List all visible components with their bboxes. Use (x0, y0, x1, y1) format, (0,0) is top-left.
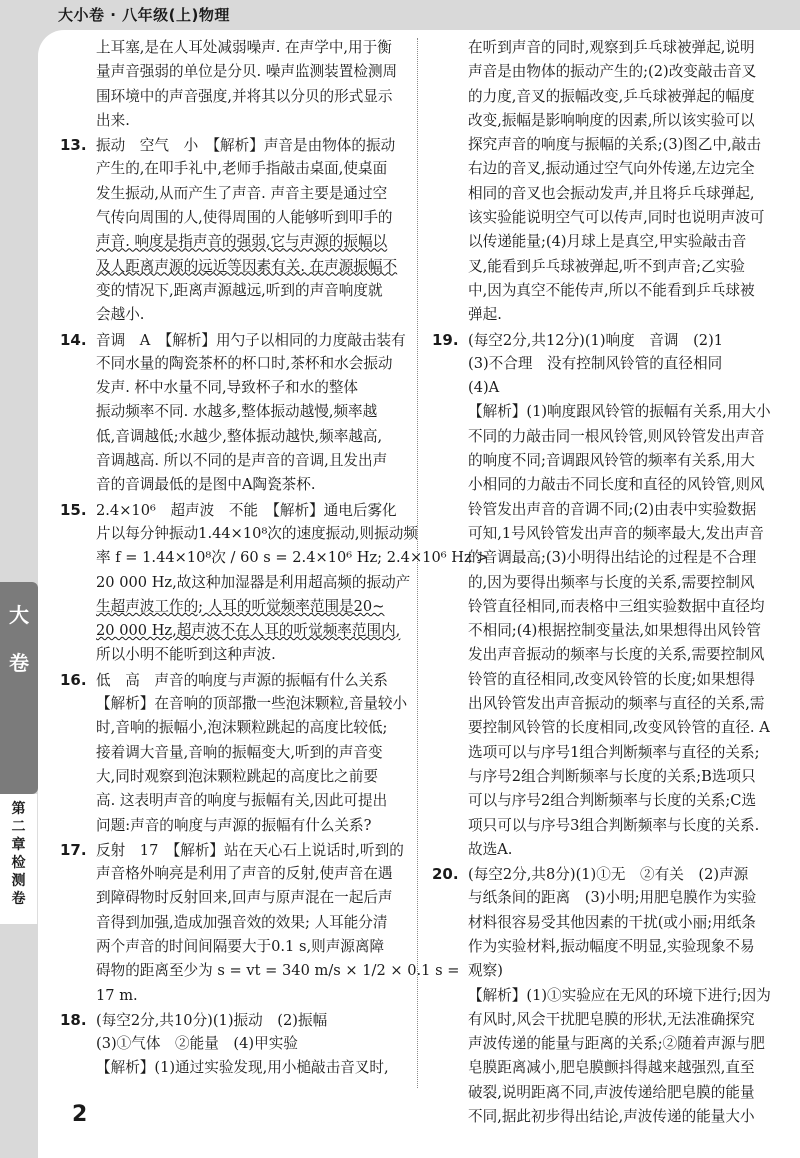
left-text-line (60, 85, 396, 109)
line-text: 铃管的直径相同,改变风铃管的长度;如果想得 (468, 670, 755, 688)
right-text-line (432, 716, 768, 740)
right-text-line (432, 668, 768, 692)
line-text: 声音格外响亮是利用了声音的反射,使声音在遇 (96, 865, 393, 883)
right-text-line (432, 741, 768, 765)
left-text-line (60, 692, 408, 716)
line-text: 的音调最高;(3)小明得出结论的过程是不合理 (468, 549, 757, 567)
line-text: 低 高 声音的响度与声源的振幅有什么关系 (96, 671, 388, 689)
question-number: 18. (60, 1010, 87, 1029)
line-text: 要控制风铃管的长度相同,改变风铃管的直径. A (468, 719, 770, 737)
line-text: 音调越高. 所以不同的是声音的音调,且发出声 (96, 452, 388, 470)
left-text-line (60, 328, 406, 352)
line-text: 【解析】在音响的顶部撒一些泡沫颗粒,音量较小 (96, 695, 408, 713)
right-text-line (432, 911, 768, 935)
line-text: 故选A. (468, 840, 513, 858)
line-text: 音得到加强,造成加强音效的效果; 人耳能分清 (96, 913, 388, 931)
line-text: 振动频率不同. 水越多,整体振动越慢,频率越 (96, 403, 378, 421)
line-text: (4)A (468, 379, 500, 397)
line-text: 时,音响的振幅小,泡沫颗粒跳起的高度比较低; (96, 719, 388, 737)
line-text: 可以与序号2组合判断频率与长度的关系;C选 (468, 792, 757, 810)
line-text: 小相同的力敲击不同长度和直径的风铃管,则风 (468, 476, 765, 494)
line-text: 率 f = 1.44×10⁸次 / 60 s = 2.4×10⁶ Hz; 2.4×10⁶ Hz > (96, 549, 489, 567)
chapter-char: 二 (11, 819, 26, 835)
line-text: 20 000 Hz,超声波不在人耳的听觉频率范围内, (96, 622, 401, 640)
line-text: 作为实验材料,振动幅度不明显,实验现象不易 (468, 937, 755, 955)
line-text: 发生振动,从而产生了声音. 声音主要是通过空 (96, 184, 388, 202)
left-text-line (60, 498, 396, 522)
left-text-line (60, 255, 396, 279)
line-text: 气传向周围的人,使得周围的人能够听到叩手的 (96, 209, 393, 227)
line-text: 问题:声音的响度与声源的振幅有什么关系? (96, 816, 372, 834)
line-text: 探究声音的响度与振幅的关系;(3)图乙中,敲击 (468, 136, 761, 154)
left-text-line (60, 886, 396, 910)
line-text: 铃管发出声音的音调不同;(2)由表中实验数据 (468, 500, 757, 518)
left-text-line (60, 1008, 396, 1032)
running-header: 大小卷 · 八年级(上)物理 (58, 6, 230, 24)
right-text-line (432, 36, 768, 60)
line-text: 皂膜距离减小,肥皂膜颤抖得越来越强烈,直至 (468, 1059, 755, 1077)
left-text-line (60, 911, 396, 935)
left-text-line (60, 935, 396, 959)
left-text-line (60, 765, 396, 789)
line-text: 音调 A 【解析】用勺子以相同的力度敲击装有 (96, 331, 406, 349)
right-text-line (432, 328, 768, 352)
left-text-line (60, 60, 396, 84)
left-text-line (60, 522, 418, 546)
line-text: 生超声波工作的; 人耳的听觉频率范围是20~ (96, 597, 385, 615)
right-text-line (432, 522, 768, 546)
question-number: 17. (60, 840, 87, 859)
line-text: 右边的音叉,振动通过空气向外传递,左边完全 (468, 160, 755, 178)
line-text: 振动 空气 小 【解析】声音是由物体的振动 (96, 137, 396, 155)
line-text: 铃管直径相同,而表格中三组实验数据中直径均 (468, 597, 765, 615)
line-text: 声音. 响度是指声音的强弱,它与声源的振幅以 (96, 233, 388, 251)
line-text: 与纸条间的距离 (3)小明;用肥皂膜作为实验 (468, 889, 757, 907)
left-text-line (60, 157, 396, 181)
question-number: 16. (60, 670, 87, 689)
line-text: 两个声音的时间间隔要大于0.1 s,则声源离障 (96, 937, 385, 955)
line-text: 所以小明不能听到这种声波. (96, 646, 276, 664)
side-tab-big (0, 582, 38, 794)
left-text-line (60, 303, 396, 327)
line-text: 不同水量的陶瓷茶杯的杯口时,茶杯和水会振动 (96, 354, 393, 372)
line-text: 可知,1号风铃管发出声音的频率最大,发出声音 (468, 524, 764, 542)
chapter-char: 章 (11, 837, 26, 853)
line-text: 片以每分钟振动1.44×10⁸次的速度振动,则振动频 (96, 524, 418, 542)
left-text-line (60, 133, 396, 157)
right-text-line (432, 643, 768, 667)
left-text-line (60, 741, 396, 765)
page-number: 2 (72, 1102, 88, 1127)
line-text: (3)①气体 ②能量 (4)甲实验 (96, 1035, 298, 1053)
right-text-line (432, 279, 768, 303)
line-text: 改变,振幅是影响响度的因素,所以该实验可以 (468, 111, 755, 129)
line-text: 音的音调最低的是图中A陶瓷茶杯. (96, 476, 316, 494)
left-text-line (60, 862, 396, 886)
line-text: 的力度,音叉的振幅改变,乒乓球被弹起的幅度 (468, 87, 755, 105)
line-text: 选项可以与序号1组合判断频率与直径的关系; (468, 743, 760, 761)
line-text: 声波传递的能量与距离的关系;②随着声源与肥 (468, 1035, 765, 1053)
line-text: (每空2分,共12分)(1)响度 音调 (2)1 (468, 331, 724, 349)
line-text: 发声. 杯中水量不同,导致杯子和水的整体 (96, 379, 359, 397)
side-tab-char: 卷 (9, 651, 29, 675)
right-text-line (432, 376, 768, 400)
chapter-char: 测 (11, 873, 26, 889)
line-text: 高. 这表明声音的响度与振幅有关,因此可提出 (96, 792, 388, 810)
left-text-line (60, 838, 404, 862)
right-text-line (432, 814, 768, 838)
right-text-line (432, 182, 768, 206)
line-text: 声音是由物体的振动产生的;(2)改变敲击音叉 (468, 63, 757, 81)
right-text-line (432, 352, 768, 376)
left-text-line (60, 814, 396, 838)
right-text-line (432, 984, 771, 1008)
line-text: 围环境中的声音强度,并将其以分贝的形式显示 (96, 87, 393, 105)
line-text: 接着调大音量,音响的振幅变大,听到的声音变 (96, 743, 383, 761)
line-text: (每空2分,共10分)(1)振动 (2)振幅 (96, 1011, 328, 1029)
line-text: 量声音强弱的单位是分贝. 噪声监测装置检测周 (96, 63, 398, 81)
line-text: 碍物的距离至少为 s = vt = 340 m/s × 1/2 × 0.1 s = (96, 962, 460, 980)
chapter-char: 第 (11, 801, 26, 817)
line-text: 不同,据此初步得出结论,声波传递的能量大小 (468, 1108, 755, 1126)
line-text: 发出声音振动的频率与长度的关系,需要控制风 (468, 646, 765, 664)
left-text-line (60, 449, 396, 473)
line-text: 项只可以与序号3组合判断频率与长度的关系. (468, 816, 760, 834)
question-number: 14. (60, 330, 87, 349)
question-number: 19. (432, 330, 459, 349)
left-text-line (60, 206, 396, 230)
right-text-line (432, 1032, 768, 1056)
left-text-line (60, 595, 396, 619)
left-text-line (60, 716, 396, 740)
left-text-line (60, 376, 396, 400)
question-number: 13. (60, 136, 87, 155)
line-text: 【解析】(1)响度跟风铃管的振幅有关系,用大小 (468, 403, 771, 421)
line-text: 与序号2组合判断频率与长度的关系;B选项只 (468, 767, 756, 785)
left-text-line (60, 984, 396, 1008)
line-text: 弹起. (468, 306, 502, 324)
right-text-line (432, 886, 768, 910)
line-text: 的,因为要得出频率与长度的关系,需要控制风 (468, 573, 755, 591)
right-text-line (432, 133, 768, 157)
right-text-line (432, 85, 768, 109)
right-text-line (432, 498, 768, 522)
line-text: 20 000 Hz,故这种加湿器是利用超高频的振动产 (96, 573, 411, 591)
line-text: (3)不合理 没有控制风铃管的直径相同 (468, 354, 723, 372)
left-text-line (60, 352, 396, 376)
left-text-line (60, 400, 396, 424)
left-text-line (60, 643, 396, 667)
right-text-line (432, 1008, 768, 1032)
left-text-line (60, 789, 396, 813)
left-text-line (60, 959, 460, 983)
right-text-line (432, 765, 768, 789)
line-text: 及人距离声源的远近等因素有关. 在声源振幅不 (96, 257, 398, 275)
right-text-line (432, 619, 768, 643)
right-text-line (432, 1081, 768, 1105)
line-text: 会越小. (96, 306, 145, 324)
line-text: 不相同;(4)根据控制变量法,如果想得出风铃管 (468, 622, 761, 640)
line-text: 不同的力敲击同一根风铃管,则风铃管发出声音 (468, 427, 765, 445)
left-text-line (60, 1032, 396, 1056)
line-text: 到障碍物时反射回来,回声与原声混在一起后声 (96, 889, 393, 907)
right-text-line (432, 959, 768, 983)
left-text-line (60, 36, 396, 60)
line-text: 低,音调越低;水越少,整体振动越快,频率越高, (96, 427, 383, 445)
left-text-line (60, 571, 411, 595)
line-text: 有风时,风会干扰肥皂膜的形状,无法准确探究 (468, 1010, 755, 1028)
line-text: 相同的音叉也会振动发声,并且将乒乓球弹起, (468, 184, 755, 202)
right-text-line (432, 595, 768, 619)
right-text-line (432, 1105, 768, 1129)
line-text: 出来. (96, 111, 130, 129)
right-text-line (432, 571, 768, 595)
left-text-line (60, 473, 396, 497)
chapter-char: 卷 (11, 891, 26, 907)
line-text: 破裂,说明距离不同,声波传递给肥皂膜的能量 (468, 1083, 755, 1101)
left-text-line (60, 425, 396, 449)
line-text: 2.4×10⁶ 超声波 不能 【解析】通电后雾化 (96, 501, 397, 519)
right-text-line (432, 1056, 768, 1080)
left-text-line (60, 619, 401, 643)
right-text-line (432, 157, 768, 181)
left-text-line (60, 109, 396, 133)
right-text-line (432, 400, 771, 424)
line-text: 变的情况下,距离声源越远,听到的声音响度就 (96, 281, 383, 299)
line-text: (每空2分,共8分)(1)①无 ②有关 (2)声源 (468, 866, 749, 884)
line-text: 叉,能看到乒乓球被弹起,听不到声音;乙实验 (468, 257, 745, 275)
line-text: 观察) (468, 962, 503, 980)
right-text-line (432, 303, 768, 327)
line-text: 的响度不同;音调跟风铃管的频率有关系,用大 (468, 452, 755, 470)
left-text-line (60, 1056, 396, 1080)
line-text: 上耳塞,是在人耳处减弱噪声. 在声学中,用于衡 (96, 39, 392, 56)
line-text: 该实验能说明空气可以传声,同时也说明声波可 (468, 209, 765, 227)
left-text-line (60, 182, 396, 206)
left-text-line (60, 279, 396, 303)
line-text: 大,同时观察到泡沫颗粒跳起的高度比之前要 (96, 767, 378, 785)
line-text: 出风铃管发出声音振动的频率与直径的关系,需 (468, 695, 765, 713)
side-tab-chapter (0, 794, 38, 924)
right-text-line (432, 425, 768, 449)
line-text: 17 m. (96, 986, 138, 1004)
right-text-line (432, 449, 768, 473)
line-text: 以传递能量;(4)月球上是真空,甲实验敲击音 (468, 233, 747, 251)
right-text-line (432, 692, 768, 716)
right-text-line (432, 473, 768, 497)
right-text-line (432, 546, 768, 570)
right-text-line (432, 935, 768, 959)
question-number: 15. (60, 500, 87, 519)
question-number: 20. (432, 865, 459, 884)
right-text-line (432, 206, 768, 230)
right-text-line (432, 862, 768, 886)
left-text-line (60, 668, 396, 692)
right-text-line (432, 255, 768, 279)
chapter-char: 检 (11, 855, 26, 871)
line-text: 材料很容易受其他因素的干扰(或小丽;用纸条 (468, 913, 756, 931)
line-text: 【解析】(1)通过实验发现,用小槌敲击音叉时, (96, 1059, 389, 1077)
line-text: 【解析】(1)①实验应在无风的环境下进行;因为 (468, 986, 771, 1004)
line-text: 产生的,在叩手礼中,老师手指敲击桌面,使桌面 (96, 160, 388, 178)
line-text: 在听到声音的同时,观察到乒乓球被弹起,说明 (468, 39, 755, 56)
right-text-line (432, 109, 768, 133)
right-text-line (432, 789, 768, 813)
side-tab-char: 大 (9, 603, 29, 627)
right-text-line (432, 838, 768, 862)
line-text: 反射 17 【解析】站在天心石上说话时,听到的 (96, 841, 404, 859)
right-text-line (432, 230, 768, 254)
line-text: 中,因为真空不能传声,所以不能看到乒乓球被 (468, 281, 755, 299)
left-text-line (60, 546, 489, 570)
left-text-line (60, 230, 396, 254)
right-text-line (432, 60, 768, 84)
right-column (432, 36, 771, 1129)
